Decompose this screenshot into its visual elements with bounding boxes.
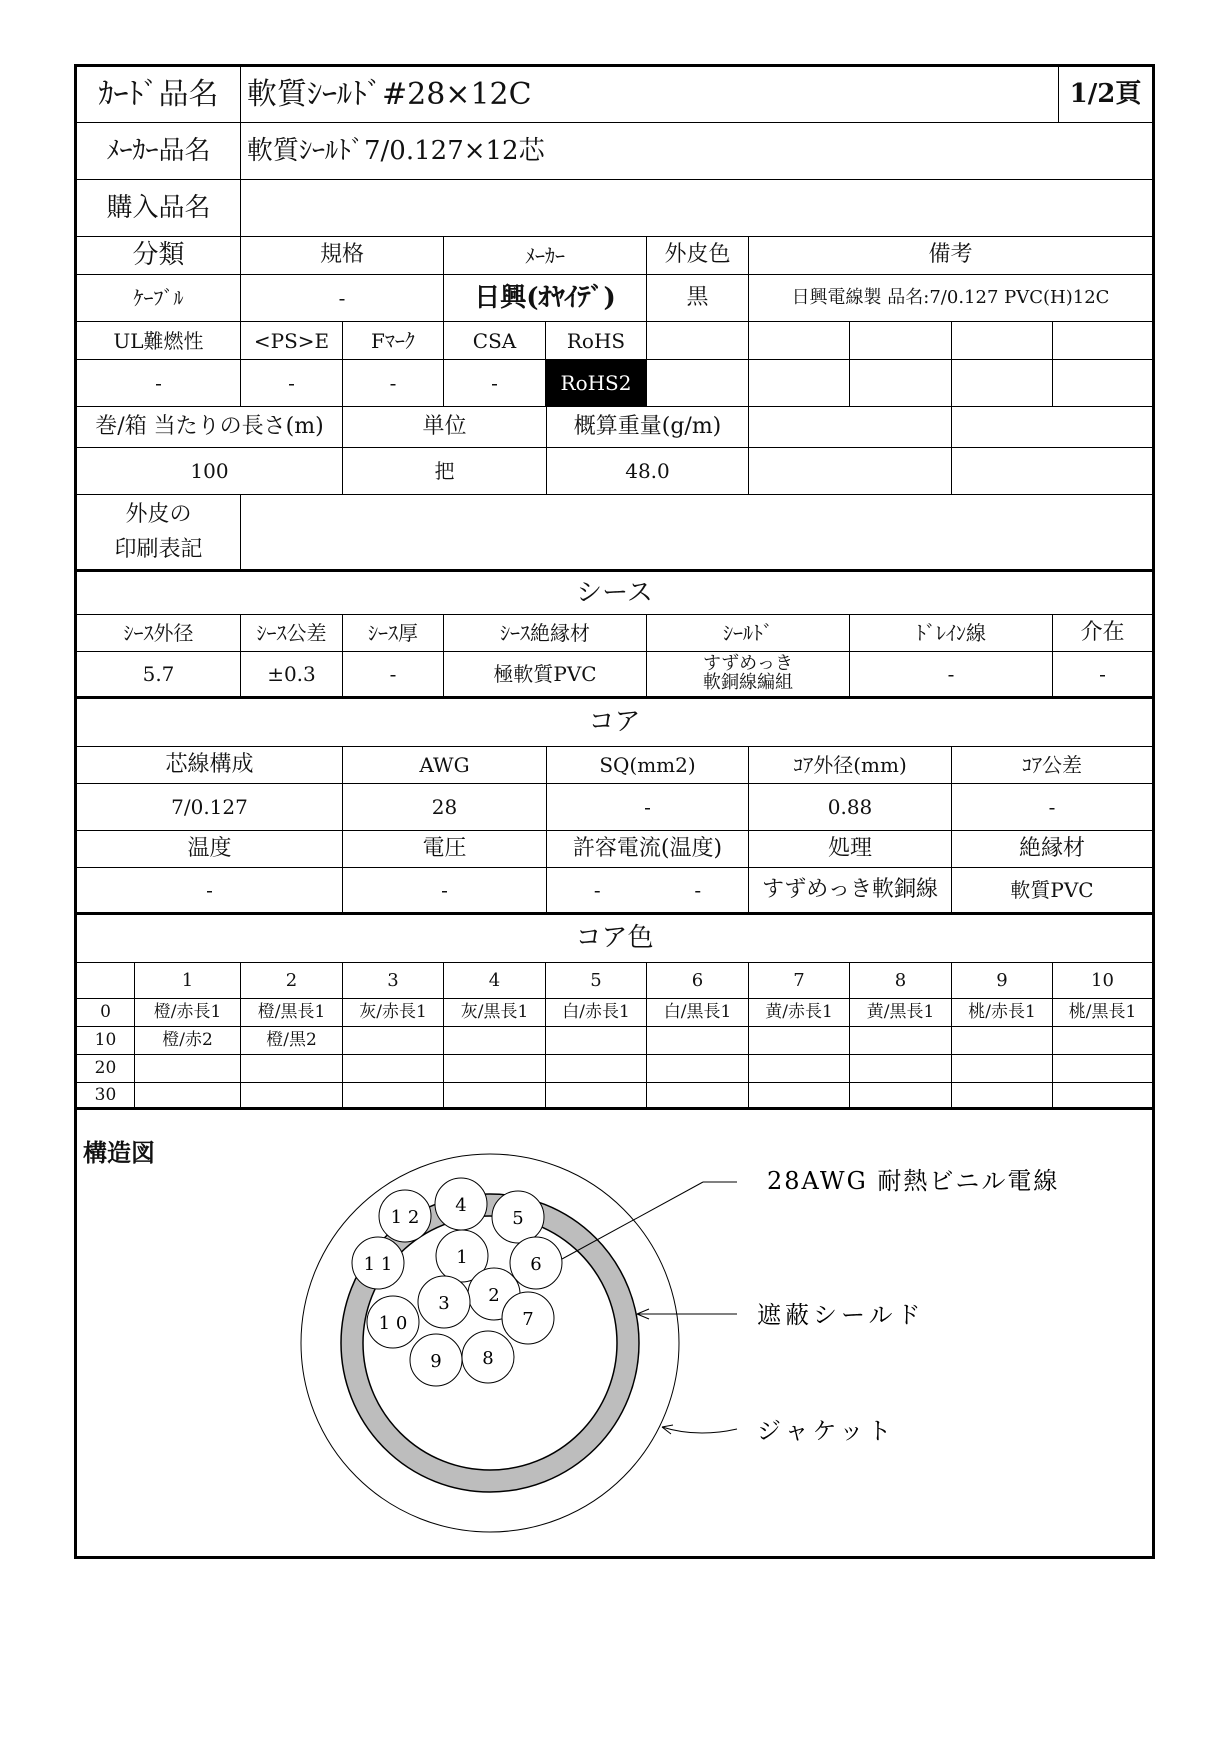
class-header-maker: ﾒｰｶｰ — [444, 237, 647, 275]
core-color-cell — [952, 1083, 1053, 1110]
cert-header-rohs: RoHS — [546, 322, 647, 360]
class-header-jacket-color: 外皮色 — [647, 237, 749, 275]
label-jacket: ジャケット — [757, 1417, 896, 1445]
core-value-temperature: - — [77, 868, 343, 915]
cert-value-extra — [850, 360, 952, 407]
core-color-cell — [241, 1055, 343, 1083]
core-value-sq: - — [547, 784, 749, 831]
leader-line-jacket — [662, 1427, 737, 1433]
pack-header-unit: 単位 — [343, 407, 547, 448]
class-value-standard: - — [241, 275, 444, 322]
sheath-value-tolerance: ±0.3 — [241, 652, 343, 699]
core-color-column-header: 4 — [444, 963, 546, 999]
core-wire-number: 1 0 — [378, 1313, 408, 1334]
sheath-value-shield-line1: すずめっき — [703, 653, 793, 675]
core-color-column-header: 10 — [1053, 963, 1152, 999]
core-wire-number: 1 2 — [390, 1207, 420, 1228]
core-color-cell: 桃/黒長1 — [1053, 999, 1152, 1027]
cert-header-extra — [1053, 322, 1152, 360]
core-color-cell — [546, 1055, 647, 1083]
pack-header-weight: 概算重量(g/m) — [547, 407, 749, 448]
core-value-awg: 28 — [343, 784, 547, 831]
core-color-cell — [749, 1083, 850, 1110]
core-color-cell — [343, 1055, 444, 1083]
core-header-tolerance: ｺｱ公差 — [952, 747, 1152, 784]
cert-header-csa: CSA — [444, 322, 546, 360]
core-color-cell — [1053, 1027, 1152, 1055]
core-value-tolerance: - — [952, 784, 1152, 831]
card-name-value: 軟質ｼｰﾙﾄﾞ#28×12C — [241, 67, 1059, 123]
core-header-sq: SQ(mm2) — [547, 747, 749, 784]
maker-name-value: 軟質ｼｰﾙﾄﾞ7/0.127×12芯 — [241, 123, 1152, 180]
core-header-awg: AWG — [343, 747, 547, 784]
core-color-cell — [444, 1083, 546, 1110]
core-color-cell — [647, 1027, 749, 1055]
core-color-cell: 橙/赤長1 — [135, 999, 241, 1027]
core-color-cell: 白/赤長1 — [546, 999, 647, 1027]
core-color-cell — [647, 1055, 749, 1083]
sheath-header-od: ｼｰｽ外径 — [77, 615, 241, 652]
print-marking-value — [241, 495, 1152, 572]
core-wire-number: 8 — [482, 1348, 494, 1369]
core-color-cell — [343, 1083, 444, 1110]
core-color-cell — [952, 1055, 1053, 1083]
core-color-cell — [1053, 1083, 1152, 1110]
core-wire-number: 1 — [456, 1247, 468, 1268]
core-color-cell — [1053, 1055, 1152, 1083]
class-value-jacket-color: 黒 — [647, 275, 749, 322]
sheath-title: シース — [77, 572, 1152, 615]
core-title: コア — [77, 699, 1152, 747]
core-color-cell: 橙/赤2 — [135, 1027, 241, 1055]
core-value-treatment: すずめっき軟銅線 — [749, 868, 952, 915]
cert-value-f-mark: - — [343, 360, 444, 407]
core-color-cell — [241, 1083, 343, 1110]
purchase-name-label: 購入品名 — [77, 180, 241, 237]
pack-header-extra — [952, 407, 1152, 448]
core-color-cell — [850, 1027, 952, 1055]
core-wire-number: 1 1 — [363, 1254, 393, 1275]
core-color-row-index: 20 — [77, 1055, 135, 1083]
core-color-column-header: 5 — [546, 963, 647, 999]
sheath-header-drain: ﾄﾞﾚｲﾝ線 — [850, 615, 1053, 652]
core-color-cell: 白/黒長1 — [647, 999, 749, 1027]
spec-sheet — [74, 64, 1155, 1559]
core-value-strand: 7/0.127 — [77, 784, 343, 831]
print-marking-label-line1: 外皮の — [125, 501, 192, 527]
sheath-value-drain: - — [850, 652, 1053, 699]
cert-header-ul: UL難燃性 — [77, 322, 241, 360]
cert-header-extra — [952, 322, 1053, 360]
pack-header-length: 巻/箱 当たりの長さ(m) — [77, 407, 343, 448]
sheath-header-shield: ｼｰﾙﾄﾞ — [647, 615, 850, 652]
sheath-value-shield-line2: 軟銅線編組 — [703, 672, 793, 693]
sheath-value-thickness: - — [343, 652, 444, 699]
cert-header-f-mark: Fﾏｰｸ — [343, 322, 444, 360]
label-wire: 28AWG 耐熱ビニル電線 — [767, 1167, 1060, 1195]
pack-header-extra — [749, 407, 952, 448]
core-color-cell — [546, 1027, 647, 1055]
core-value-current-b: - — [694, 878, 702, 902]
class-header-standard: 規格 — [241, 237, 444, 275]
class-header-category: 分類 — [77, 237, 241, 275]
core-color-cell — [135, 1055, 241, 1083]
core-wire-number: 3 — [438, 1293, 450, 1314]
core-value-voltage: - — [343, 868, 547, 915]
core-value-insulation: 軟質PVC — [952, 868, 1152, 915]
core-wires — [352, 1178, 562, 1386]
core-color-column-header: 1 — [135, 963, 241, 999]
sheath-value-shield — [647, 652, 850, 699]
core-color-cell: 灰/黒長1 — [444, 999, 546, 1027]
pack-value-length: 100 — [77, 448, 343, 495]
core-value-current — [547, 868, 749, 915]
core-color-cell — [952, 1027, 1053, 1055]
card-name-label: ｶｰﾄﾞ品名 — [77, 67, 241, 123]
core-wire-number: 4 — [455, 1195, 467, 1216]
core-wire-number: 5 — [512, 1208, 524, 1229]
core-color-column-header: 2 — [241, 963, 343, 999]
print-marking-label — [77, 495, 241, 572]
core-header-treatment: 処理 — [749, 831, 952, 868]
core-color-column-header: 9 — [952, 963, 1053, 999]
sheath-header-tolerance: ｼｰｽ公差 — [241, 615, 343, 652]
core-color-corner — [77, 963, 135, 999]
maker-name-label: ﾒｰｶｰ品名 — [77, 123, 241, 180]
cert-value-extra — [647, 360, 749, 407]
core-color-column-header: 6 — [647, 963, 749, 999]
core-value-current-a: - — [593, 878, 601, 902]
class-value-maker: 日興(ｵﾔｲﾃﾞ) — [444, 275, 647, 322]
core-color-cell: 橙/黒長1 — [241, 999, 343, 1027]
core-color-column-header: 7 — [749, 963, 850, 999]
cert-value-csa: - — [444, 360, 546, 407]
core-color-cell — [546, 1083, 647, 1110]
core-wire-number: 9 — [430, 1351, 442, 1372]
cert-value-extra — [749, 360, 850, 407]
core-color-row-index: 10 — [77, 1027, 135, 1055]
core-color-cell — [749, 1055, 850, 1083]
cert-header-pse: <PS>E — [241, 322, 343, 360]
structure-diagram — [77, 1133, 1152, 1553]
page-number: 1/2頁 — [1059, 67, 1152, 123]
cert-value-ul: - — [77, 360, 241, 407]
core-header-strand: 芯線構成 — [77, 747, 343, 784]
core-value-od: 0.88 — [749, 784, 952, 831]
core-header-current: 許容電流(温度) — [547, 831, 749, 868]
cert-header-extra — [850, 322, 952, 360]
cert-value-extra — [1053, 360, 1152, 407]
core-color-row-index: 30 — [77, 1083, 135, 1110]
class-header-remarks: 備考 — [749, 237, 1152, 275]
leader-line-wire — [562, 1182, 703, 1259]
core-color-cell: 黄/赤長1 — [749, 999, 850, 1027]
core-color-cell — [850, 1083, 952, 1110]
cert-value-pse: - — [241, 360, 343, 407]
sheath-header-thickness: ｼｰｽ厚 — [343, 615, 444, 652]
core-wire-number: 7 — [522, 1309, 534, 1330]
cert-header-extra — [749, 322, 850, 360]
core-wire-number: 2 — [488, 1285, 500, 1306]
cert-value-rohs-badge: RoHS2 — [546, 360, 647, 407]
core-color-cell: 橙/黒2 — [241, 1027, 343, 1055]
core-header-od: ｺｱ外径(mm) — [749, 747, 952, 784]
core-header-voltage: 電圧 — [343, 831, 547, 868]
core-color-cell: 灰/赤長1 — [343, 999, 444, 1027]
purchase-name-value — [241, 180, 1152, 237]
print-marking-label-line2: 印刷表記 — [114, 537, 203, 562]
core-color-column-header: 8 — [850, 963, 952, 999]
core-color-column-header: 3 — [343, 963, 444, 999]
core-color-cell — [135, 1083, 241, 1110]
pack-value-unit: 把 — [343, 448, 547, 495]
sheath-header-insulation: ｼｰｽ絶縁材 — [444, 615, 647, 652]
class-value-remarks: 日興電線製 品名:7/0.127 PVC(H)12C — [749, 275, 1152, 322]
cert-value-extra — [952, 360, 1053, 407]
structure-title: 構造図 — [83, 1138, 155, 1167]
core-color-cell: 桃/赤長1 — [952, 999, 1053, 1027]
core-color-cell — [343, 1027, 444, 1055]
pack-value-extra — [749, 448, 952, 495]
core-color-cell — [850, 1055, 952, 1083]
sheath-header-filler: 介在 — [1053, 615, 1152, 652]
pack-value-extra — [952, 448, 1152, 495]
core-color-row-index: 0 — [77, 999, 135, 1027]
sheath-value-od: 5.7 — [77, 652, 241, 699]
core-header-temperature: 温度 — [77, 831, 343, 868]
core-wire-number: 6 — [530, 1254, 542, 1275]
pack-value-weight: 48.0 — [547, 448, 749, 495]
core-color-cell: 黄/黒長1 — [850, 999, 952, 1027]
core-header-insulation: 絶縁材 — [952, 831, 1152, 868]
core-color-cell — [444, 1055, 546, 1083]
cert-header-extra — [647, 322, 749, 360]
class-value-category: ｹｰﾌﾞﾙ — [77, 275, 241, 322]
core-color-title: コア色 — [77, 915, 1152, 963]
core-color-cell — [749, 1027, 850, 1055]
core-color-cell — [647, 1083, 749, 1110]
sheath-value-insulation: 極軟質PVC — [444, 652, 647, 699]
core-color-cell — [444, 1027, 546, 1055]
sheath-value-filler: - — [1053, 652, 1152, 699]
label-shield: 遮蔽シールド — [757, 1301, 925, 1329]
